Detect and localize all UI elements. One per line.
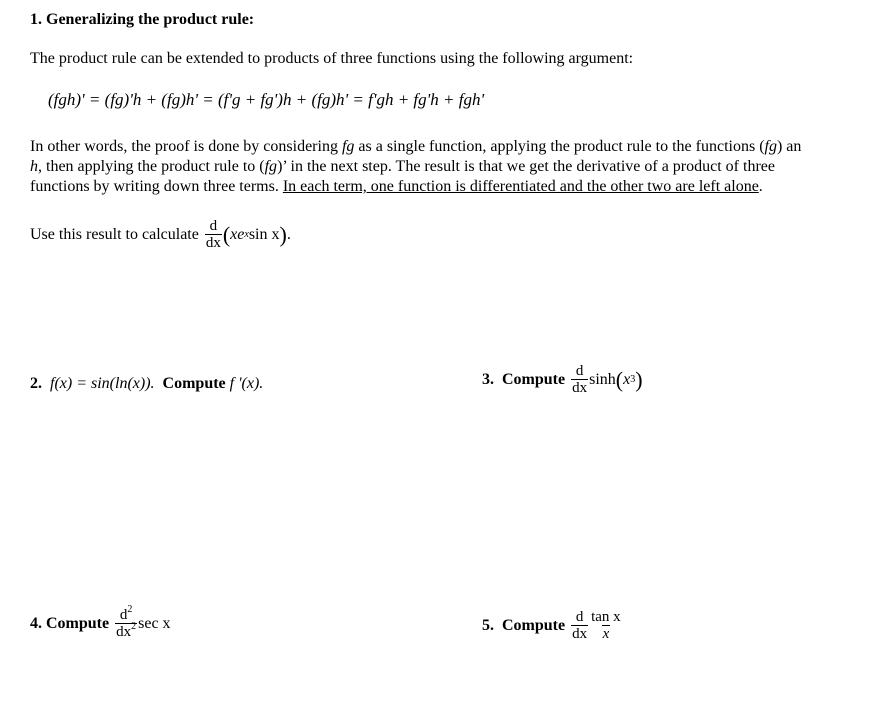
para-text: functions by writing down three terms.	[30, 178, 283, 195]
problem-4	[30, 604, 171, 640]
problem-3-arg: x	[623, 371, 631, 388]
problem-1-task: Use this result to calculate $\frac{d}{dx}$ ( xe x sin x ) .	[30, 218, 291, 251]
paren-close: )	[279, 222, 287, 247]
problem-5	[482, 610, 623, 642]
fraction-numerator: d	[575, 609, 584, 625]
para-h: h	[30, 158, 38, 175]
problem-1-intro: The product rule can be extended to products of three functions using the following argument:	[30, 50, 634, 67]
fraction-numerator: d	[575, 363, 584, 379]
fraction-denominator: dx	[572, 626, 588, 642]
paren-open: (	[615, 367, 624, 392]
numerator-exponent: 2	[127, 604, 133, 615]
period: .	[286, 226, 291, 243]
problem-number: 3.	[482, 371, 494, 388]
para-text: )’ in the next step. The result is that we get the derivative of a product of three	[277, 158, 775, 175]
expression-fraction	[590, 610, 622, 642]
derivative-fraction	[205, 219, 222, 251]
numerator-d: d	[119, 607, 128, 623]
para-text: .	[758, 178, 763, 195]
problem-number: 2.	[30, 375, 42, 392]
fraction-denominator: dx	[205, 235, 221, 251]
derivative-fraction	[571, 364, 588, 396]
problem-3: 3. Compute $\frac{d}{dx}$ sinh ( x 3 )	[482, 363, 643, 396]
denominator-dx: dx	[116, 624, 132, 640]
expression-denominator: x	[602, 626, 610, 642]
problem-2-target: f '(x).	[229, 375, 264, 392]
para-text: as a single function, applying the product rule to the functions (	[354, 138, 765, 155]
para-text: In other words, the proof is done by considering	[30, 138, 342, 155]
compute-label: Compute	[46, 615, 110, 632]
para-fg: fg	[264, 158, 278, 175]
problem-2	[30, 374, 263, 394]
fraction-denominator	[115, 623, 137, 640]
task-expr: xe	[230, 226, 245, 243]
para-text: ) an	[776, 138, 802, 155]
underlined-rule: In each term, one function is differentiated and the other two are left alone	[282, 178, 759, 195]
problem-number: 5.	[482, 617, 494, 634]
second-derivative-fraction	[115, 604, 137, 640]
problem-number: 4.	[30, 615, 42, 632]
compute-label: Compute	[502, 371, 566, 388]
fraction-numerator: d	[209, 218, 218, 234]
problem-1-paragraph-line-3	[30, 177, 763, 197]
problem-3-expr: sinh	[589, 371, 616, 388]
product-rule-equation: (fgh)' = (fg)'h + (fg)h' = (f'g + fg')h + (fg)h' = f'gh + fg'h + fgh'	[48, 90, 485, 109]
task-label: Use this result to calculate	[30, 226, 199, 243]
paren-open: (	[222, 222, 231, 247]
compute-label: Compute	[502, 617, 566, 634]
problem-1-paragraph-line-2	[30, 157, 775, 177]
fraction-denominator: dx	[572, 380, 588, 396]
task-expr: sin x	[248, 226, 280, 243]
para-fg: fg	[341, 138, 355, 155]
para-text: , then applying the product rule to (	[38, 158, 265, 175]
paren-close: )	[635, 367, 643, 392]
problem-1-heading: 1. Generalizing the product rule:	[30, 11, 255, 28]
compute-label: Compute	[162, 375, 226, 392]
problem-2-function: f(x) = sin(ln(x)).	[50, 375, 155, 392]
denominator-exponent: 2	[131, 621, 137, 632]
derivative-fraction	[571, 610, 588, 642]
para-fg: fg	[764, 138, 777, 155]
problem-4-expr: sec x	[138, 615, 171, 632]
problem-1-paragraph-line-1	[30, 137, 801, 157]
expression-numerator: tan x	[591, 609, 621, 625]
